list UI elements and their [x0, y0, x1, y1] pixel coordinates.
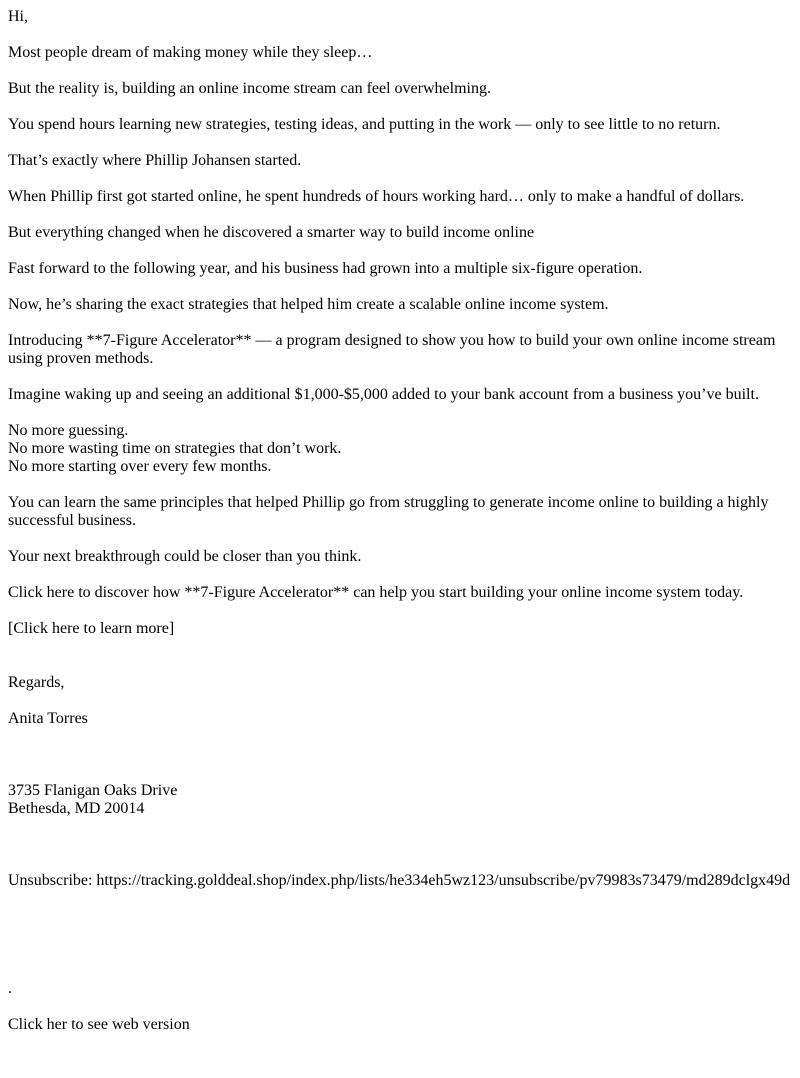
web-version-link[interactable]: Click her to see web version [8, 1016, 190, 1033]
signoff: Regards, [8, 674, 65, 691]
paragraph-phillip-hours: When Phillip first got started online, he spent hundreds of hours working hard… only to make a handful of dollars. [8, 188, 745, 205]
paragraph-imagine: Imagine waking up and seeing an additional $1,000-$5,000 added to your bank account from a business you’ve built. [8, 386, 759, 403]
paragraph-change: But everything changed when he discovered a smarter way to build income online [8, 224, 535, 241]
no-more-line: No more guessing. [8, 422, 129, 439]
learn-more-link[interactable]: [Click here to learn more] [8, 620, 175, 637]
address-line: 3735 Flanigan Oaks Drive [8, 782, 178, 799]
spacer [8, 908, 792, 980]
no-more-line: No more starting over every few months. [8, 458, 272, 475]
postal-address [8, 782, 792, 818]
address-line: Bethesda, MD 20014 [8, 800, 145, 817]
paragraph-sharing: Now, he’s sharing the exact strategies that helped him create a scalable online income system. [8, 296, 609, 313]
paragraph-hours: You spend hours learning new strategies, testing ideas, and putting in the work — only to see little to no return. [8, 116, 721, 133]
cta-link[interactable]: Click here to discover how **7-Figure Accelerator** can help you start building your online income system today. [8, 584, 744, 601]
paragraph-breakthrough: Your next breakthrough could be closer than you think. [8, 548, 362, 565]
unsubscribe-link[interactable]: Unsubscribe: https://tracking.golddeal.shop/index.php/lists/he334eh5wz123/unsubscribe/pv79983s73479/md289dclgx49d [8, 872, 791, 889]
paragraph-fast-forward: Fast forward to the following year, and his business had grown into a multiple six-figure operation. [8, 260, 643, 277]
paragraph-phillip-start: That’s exactly where Phillip Johansen started. [8, 152, 302, 169]
no-more-line: No more wasting time on strategies that don’t work. [8, 440, 342, 457]
paragraph-introducing: Introducing **7-Figure Accelerator** — a program designed to show you how to build your own online income stream using proven methods. [8, 332, 776, 367]
no-more-list [8, 422, 792, 476]
spacer [8, 818, 792, 872]
spacer [8, 746, 792, 782]
greeting: Hi, [8, 8, 28, 25]
paragraph-reality: But the reality is, building an online income stream can feel overwhelming. [8, 80, 491, 97]
paragraph-intro: Most people dream of making money while they sleep… [8, 44, 373, 61]
dot-text: . [8, 980, 12, 997]
sender-name: Anita Torres [8, 710, 88, 727]
paragraph-principles: You can learn the same principles that helped Phillip go from struggling to generate income online to building a highly successful business. [8, 494, 769, 529]
spacer [8, 656, 792, 674]
